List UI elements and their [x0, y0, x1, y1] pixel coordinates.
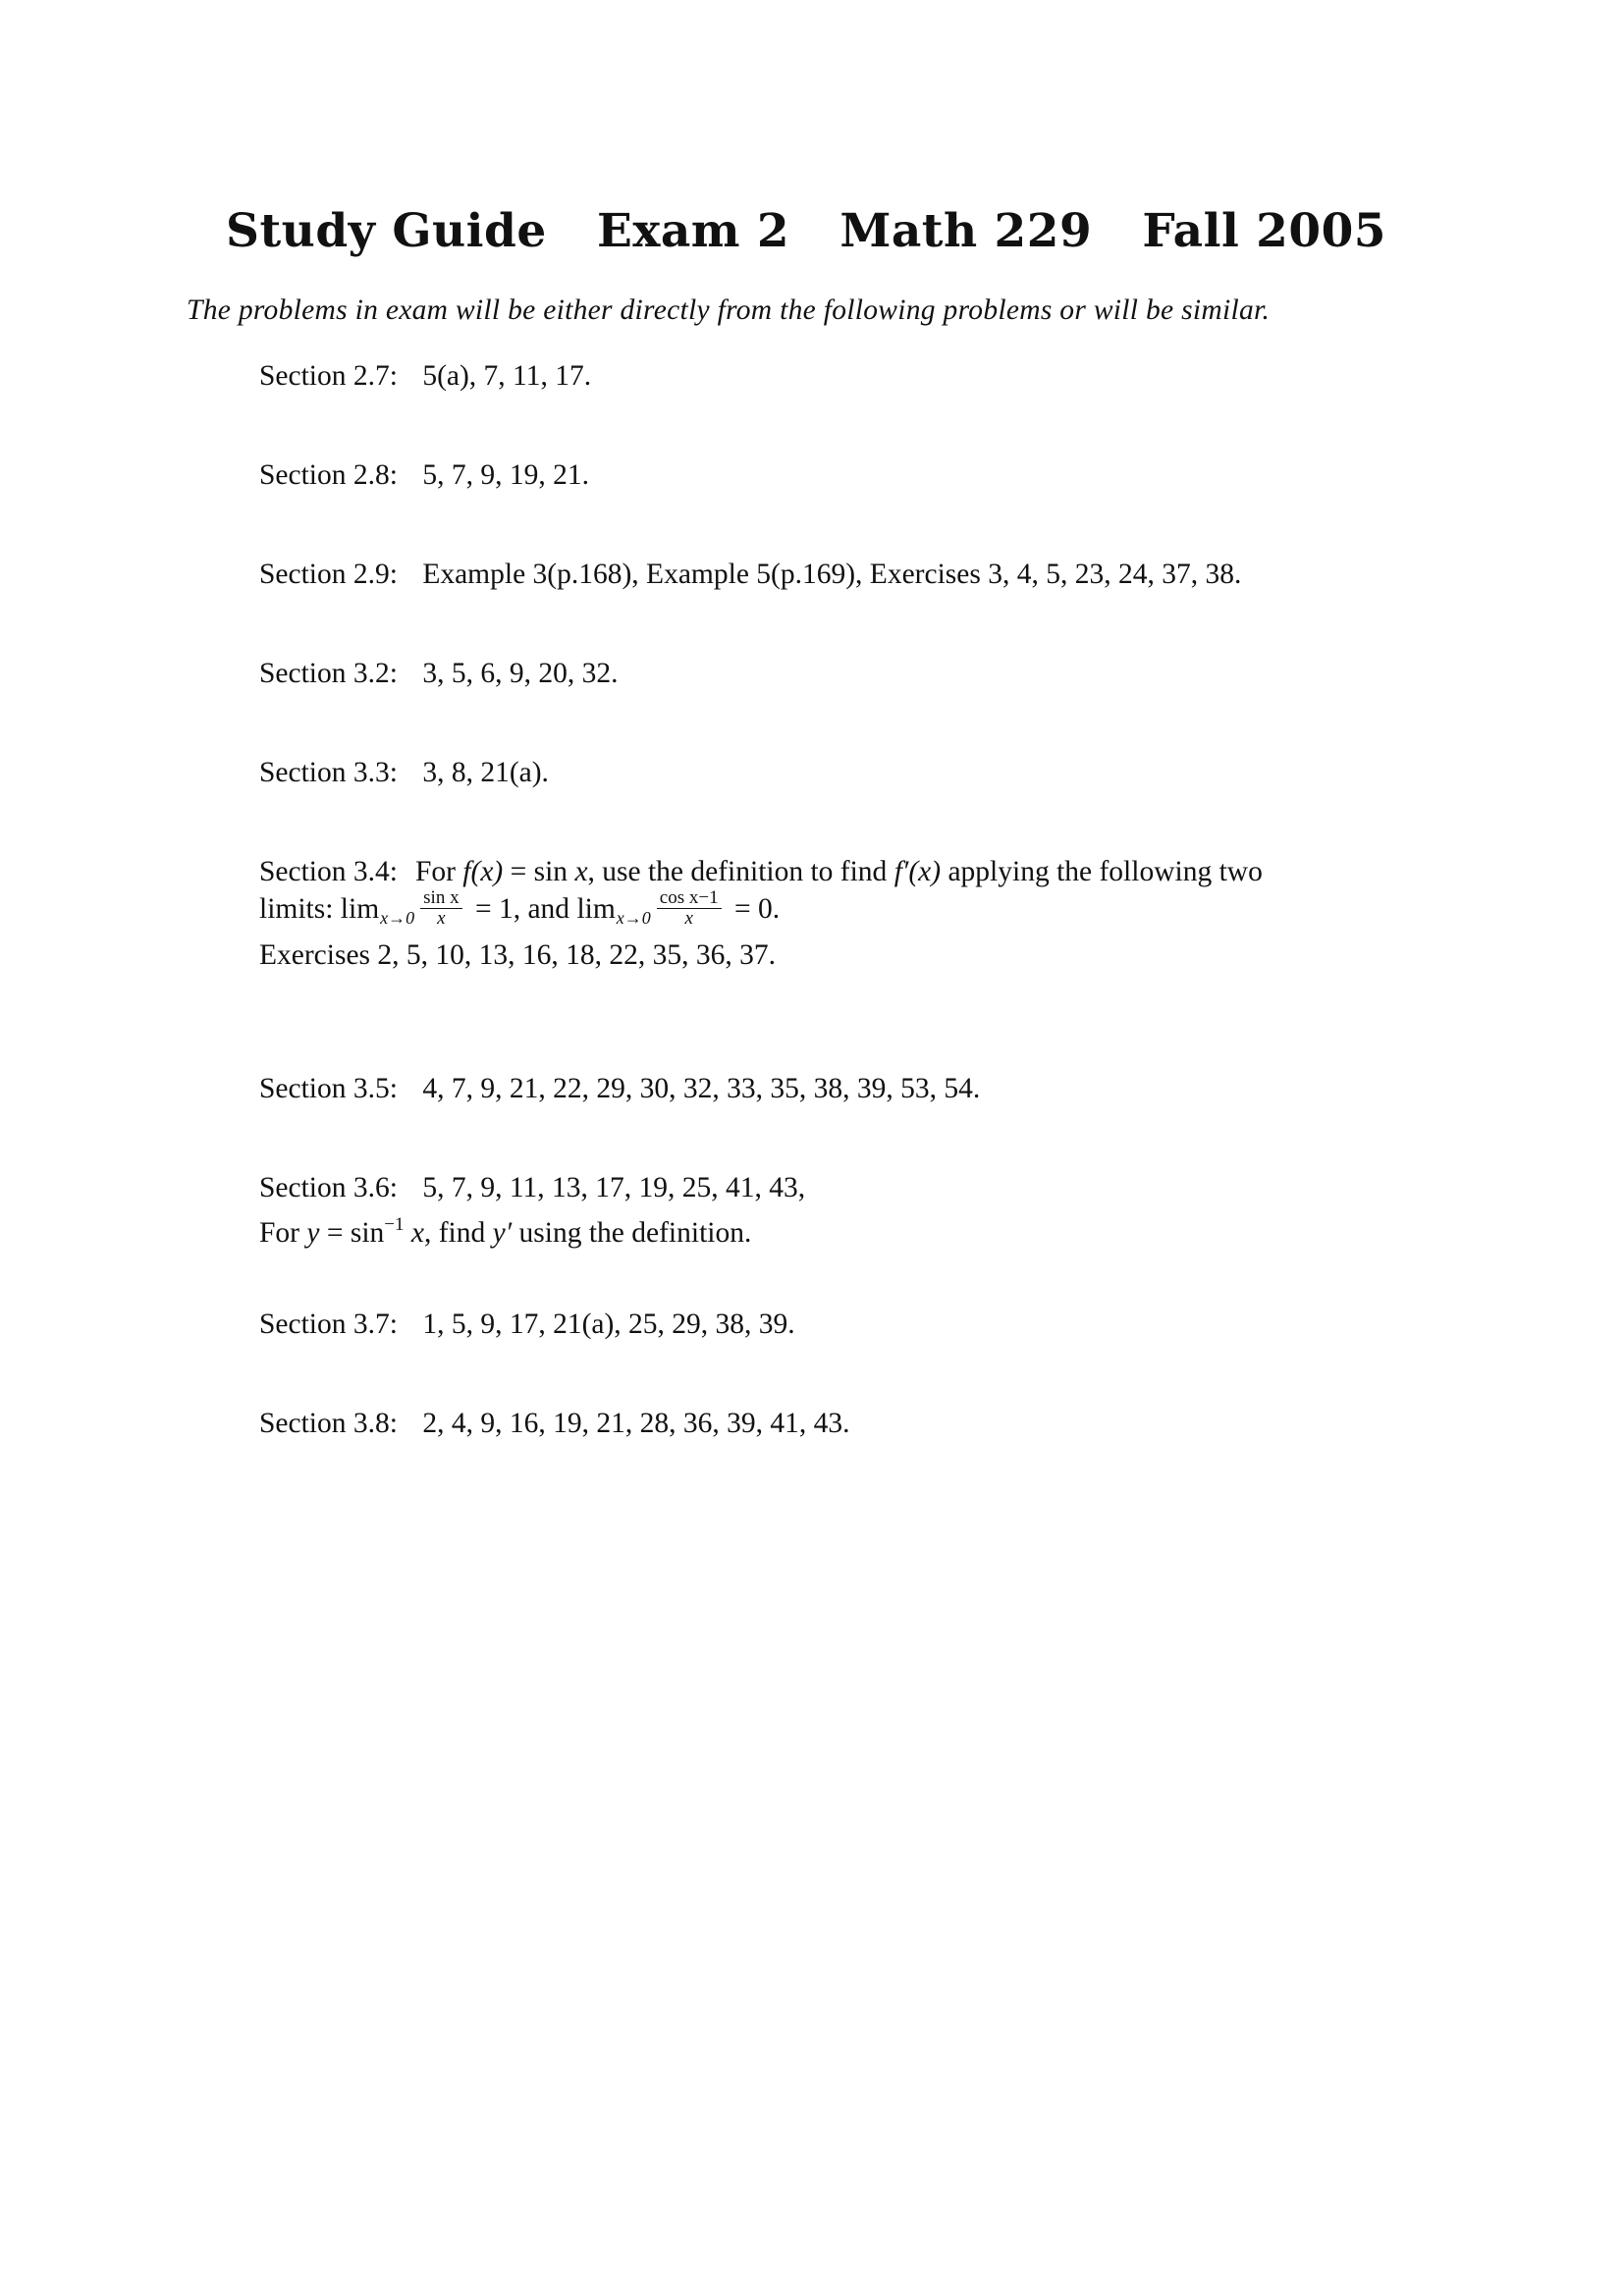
- lim-subscript: x→0: [616, 908, 651, 928]
- section-problems: 5, 7, 9, 11, 13, 17, 19, 25, 41, 43,: [422, 1172, 806, 1203]
- text: = sin: [503, 856, 575, 887]
- section-3-4-line-1: [259, 853, 1263, 890]
- text: For: [414, 856, 463, 887]
- section-3-3: [259, 754, 549, 791]
- text: , use the definition to find: [587, 856, 894, 887]
- math-f-prime: f′(x): [893, 856, 942, 887]
- section-3-5: [259, 1070, 980, 1107]
- text: , find: [423, 1217, 493, 1249]
- section-label: Section 3.5:: [259, 1073, 398, 1104]
- subtitle: The problems in exam will be either directly from the following problems or will be similar.: [187, 294, 1271, 326]
- math-y: y: [306, 1217, 320, 1249]
- section-label: Section 3.2:: [259, 658, 398, 689]
- denominator: x: [437, 907, 446, 929]
- section-2-7: [259, 357, 591, 395]
- text: limits:: [259, 893, 341, 925]
- section-problems: Example 3(p.168), Example 5(p.169), Exercises 3, 4, 5, 23, 24, 37, 38.: [422, 559, 1242, 590]
- section-3-8: [259, 1405, 849, 1442]
- text: applying the following two: [941, 856, 1263, 887]
- section-label: Section 2.7:: [259, 360, 398, 392]
- title-study-guide: Study Guide: [226, 204, 547, 258]
- title-course: Math 229: [839, 204, 1093, 258]
- section-2-9: [259, 556, 1241, 593]
- section-label: Section 3.3:: [259, 757, 398, 788]
- limit-2: [576, 893, 651, 928]
- section-problems: 4, 7, 9, 21, 22, 29, 30, 32, 33, 35, 38, 39, 53, 54.: [422, 1073, 981, 1104]
- text: = 0.: [727, 893, 781, 925]
- section-problems: 3, 8, 21(a).: [422, 757, 549, 788]
- numerator: sin x: [420, 889, 461, 909]
- section-label: Section 3.8:: [259, 1408, 398, 1439]
- lim-operator: lim: [340, 893, 380, 925]
- text: = sin: [319, 1217, 385, 1249]
- lim-operator: lim: [576, 893, 616, 925]
- lim-subscript: x→0: [380, 908, 415, 928]
- section-label: Section 3.7:: [259, 1308, 398, 1340]
- section-label: Section 2.9:: [259, 559, 398, 590]
- fraction-cosx-minus-1-over-x: [657, 886, 722, 929]
- section-problems: 5(a), 7, 11, 17.: [422, 360, 592, 392]
- title-term: Fall 2005: [1142, 204, 1386, 258]
- section-3-7: [259, 1306, 795, 1343]
- math-f-of-x: f(x): [462, 856, 504, 887]
- section-3-6: [259, 1169, 805, 1252]
- fraction-sinx-over-x: [420, 886, 461, 929]
- title-exam: Exam 2: [597, 204, 790, 258]
- section-3-2: [259, 655, 618, 692]
- section-label: Section 2.8:: [259, 459, 398, 491]
- math-y-prime: y′: [492, 1217, 513, 1249]
- text: using the definition.: [512, 1217, 752, 1249]
- section-problems: 1, 5, 9, 17, 21(a), 25, 29, 38, 39.: [422, 1308, 795, 1340]
- section-3-4: [259, 853, 1263, 974]
- page-title: [226, 204, 1386, 258]
- section-2-8: [259, 456, 589, 494]
- math-x: x: [574, 856, 588, 887]
- section-3-6-line-2: [259, 1206, 805, 1252]
- section-label: Section 3.6:: [259, 1172, 398, 1203]
- section-problems: 2, 4, 9, 16, 19, 21, 28, 36, 39, 41, 43.: [422, 1408, 850, 1439]
- section-3-6-line-1: [259, 1169, 805, 1206]
- math-x: x: [404, 1217, 424, 1249]
- limit-1: [340, 893, 415, 928]
- section-problems: 5, 7, 9, 19, 21.: [422, 459, 589, 491]
- inverse-superscript: −1: [384, 1214, 405, 1235]
- section-label: Section 3.4:: [259, 856, 398, 887]
- denominator: x: [684, 907, 693, 929]
- section-3-4-exercises: Exercises 2, 5, 10, 13, 16, 18, 22, 35, 36, 37.: [259, 939, 777, 971]
- text: For: [259, 1217, 307, 1249]
- numerator: cos x−1: [657, 889, 722, 909]
- text: = 1, and: [467, 893, 577, 925]
- section-problems: 3, 5, 6, 9, 20, 32.: [422, 658, 619, 689]
- section-3-4-line-2: [259, 886, 1263, 936]
